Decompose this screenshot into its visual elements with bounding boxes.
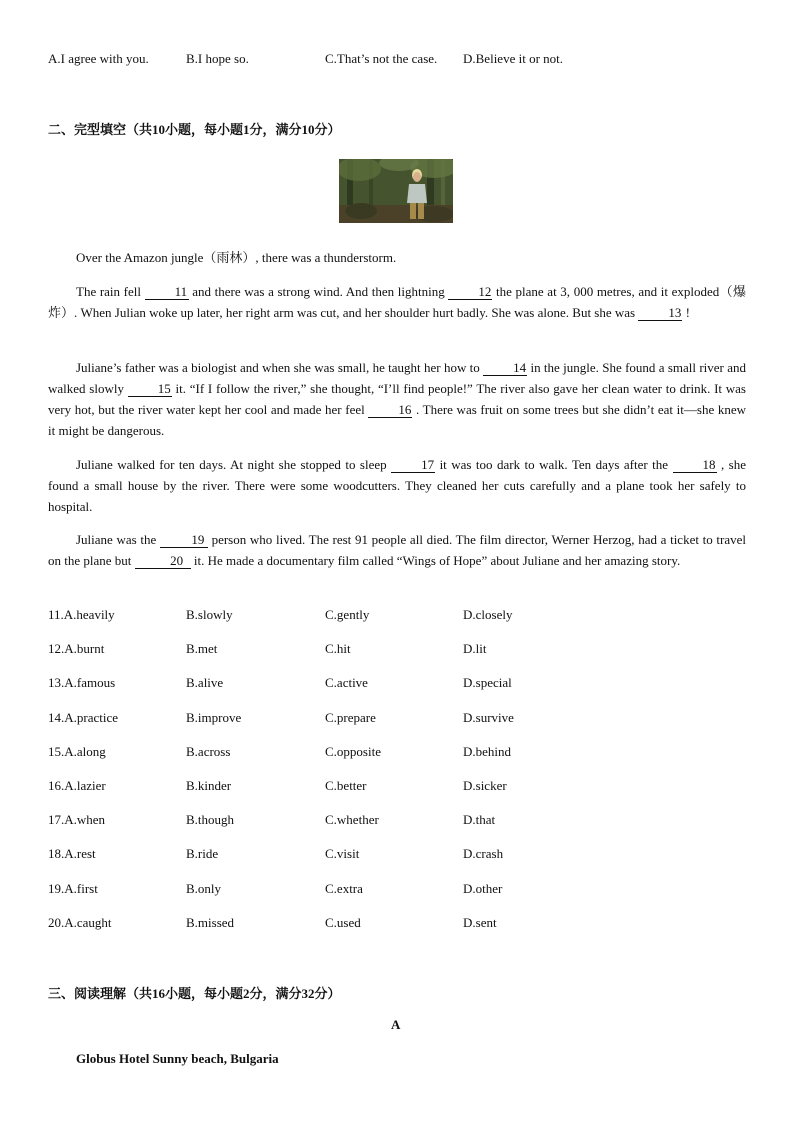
passage-text: in the jungle. She found a small river and walked slowly [48, 360, 746, 396]
answer-option[interactable]: D.sicker [463, 778, 507, 793]
answer-option[interactable]: D.special [463, 675, 512, 690]
blank-11[interactable]: 11 [145, 285, 189, 300]
answer-option[interactable]: 14.A.practice [48, 710, 119, 725]
passage-text: the plane at 3, 000 metres, and it exploded（爆炸）. When Julian woke up later, her right arm was cut, and her shoulder hurt badly. She was alone. But she was [48, 284, 746, 320]
answer-option[interactable]: 12.A.burnt [48, 641, 105, 656]
answer-option[interactable]: 17.A.when [48, 812, 106, 827]
prev-option-c: C.That’s not the case. [325, 51, 438, 66]
blank-20[interactable]: 20 [135, 554, 191, 569]
section3-subheading: A [391, 1017, 401, 1032]
blank-13[interactable]: 13 [638, 306, 682, 321]
prev-option-b: B.I hope so. [186, 51, 249, 66]
answer-option[interactable]: D.behind [463, 744, 512, 759]
answer-option[interactable]: D.that [463, 812, 496, 827]
hotel-title: Globus Hotel Sunny beach, Bulgaria [76, 1051, 279, 1066]
answer-option[interactable]: C.used [325, 915, 361, 930]
prev-option-a: A.I agree with you. [48, 51, 149, 66]
answer-option[interactable]: D.lit [463, 641, 487, 656]
answer-option[interactable]: B.though [186, 812, 235, 827]
answer-option[interactable]: C.opposite [325, 744, 381, 759]
blank-16[interactable]: 16 [368, 403, 412, 418]
passage-text: it. He made a documentary film called “Wings of Hope” about Juliane and her amazing story. [190, 553, 681, 568]
answer-option[interactable]: B.ride [186, 846, 219, 861]
blank-12[interactable]: 12 [448, 285, 492, 300]
passage-text: it was too dark to walk. Ten days after the [435, 457, 673, 472]
passage-text: it. “If I follow the river,” she thought, “I’ll find people!” The river also gave her clean water to drink. It was very hot, but the river water kept her cool and made her feel [48, 381, 746, 417]
section3-heading: 三、阅读理解（共16小题，每小题2分，满分32分） [48, 986, 341, 1001]
passage-paragraph-4 [48, 454, 746, 517]
passage-text: The rain fell [76, 284, 145, 299]
answer-option[interactable]: B.kinder [186, 778, 232, 793]
passage-paragraph-3 [48, 357, 746, 441]
answer-option[interactable]: C.active [325, 675, 368, 690]
passage-text: . There was fruit on some trees but she didn’t eat it—she knew it might be dangerous. [48, 402, 747, 438]
blank-15[interactable]: 15 [128, 382, 172, 397]
answer-option[interactable]: C.better [325, 778, 367, 793]
answer-option[interactable]: 20.A.caught [48, 915, 112, 930]
answer-option[interactable]: B.alive [186, 675, 224, 690]
passage-text: Over the Amazon jungle（雨林）, there was a thunderstorm. [76, 250, 397, 265]
passage-paragraph-1 [48, 247, 746, 268]
blank-19[interactable]: 19 [160, 533, 208, 548]
answer-option[interactable]: B.met [186, 641, 218, 656]
answer-option[interactable]: C.hit [325, 641, 351, 656]
answer-option[interactable]: C.prepare [325, 710, 376, 725]
answer-option[interactable]: B.only [186, 881, 222, 896]
answer-option[interactable]: B.slowly [186, 607, 233, 622]
blank-17[interactable]: 17 [391, 458, 435, 473]
answer-option[interactable]: C.extra [325, 881, 363, 896]
answer-option[interactable]: C.visit [325, 846, 360, 861]
passage-text: Juliane walked for ten days. At night she stopped to sleep [76, 457, 392, 472]
prev-option-d: D.Believe it or not. [463, 51, 564, 66]
passage-text: Juliane was the [76, 532, 160, 547]
answer-option[interactable]: 15.A.along [48, 744, 106, 759]
answer-option[interactable]: D.closely [463, 607, 513, 622]
blank-14[interactable]: 14 [483, 361, 527, 376]
answer-option[interactable]: D.crash [463, 846, 504, 861]
answer-option[interactable]: B.missed [186, 915, 235, 930]
answer-option[interactable]: B.improve [186, 710, 242, 725]
answer-option[interactable]: 19.A.first [48, 881, 98, 896]
blank-18[interactable]: 18 [673, 458, 717, 473]
answer-option[interactable]: D.other [463, 881, 503, 896]
answer-option[interactable]: 18.A.rest [48, 846, 96, 861]
passage-paragraph-2 [48, 281, 746, 323]
passage-text: , she found a small house by the river. There were some woodcutters. They cleaned her cuts carefully and a plane took her safely to hospital. [48, 457, 746, 514]
answer-option[interactable]: D.survive [463, 710, 514, 725]
answer-option[interactable]: B.across [186, 744, 231, 759]
jungle-photo [339, 159, 453, 223]
answer-option[interactable]: D.sent [463, 915, 497, 930]
answer-option[interactable]: 13.A.famous [48, 675, 116, 690]
section2-heading: 二、完型填空（共10小题，每小题1分，满分10分） [48, 122, 341, 137]
passage-text: and there was a strong wind. And then lightning [188, 284, 449, 299]
answer-option[interactable]: 16.A.lazier [48, 778, 106, 793]
answer-option[interactable]: 11.A.heavily [48, 607, 115, 622]
passage-text: ! [682, 305, 690, 320]
answer-option[interactable]: C.gently [325, 607, 370, 622]
passage-paragraph-5 [48, 529, 746, 571]
passage-text: person who lived. The rest 91 people all died. The film director, Werner Herzog, had a ticket to travel on the plane but [48, 532, 746, 568]
answer-option[interactable]: C.whether [325, 812, 379, 827]
passage-text: Juliane’s father was a biologist and when she was small, he taught her how to [76, 360, 484, 375]
